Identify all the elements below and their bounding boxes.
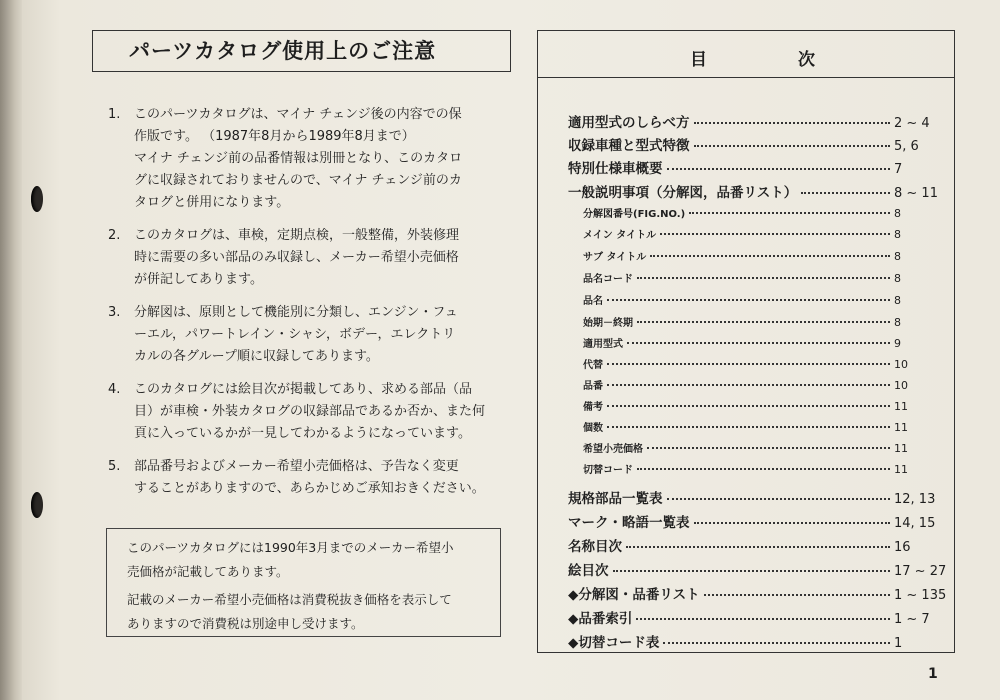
toc-entry-label: ◆品番索引 [568, 611, 633, 627]
toc-entry-label: 適用型式 [583, 339, 623, 350]
note-number: 4. [108, 382, 121, 397]
toc-entry [538, 356, 954, 371]
toc-entry-page: 11 [894, 421, 908, 434]
toc-entry-page: 8 [894, 294, 901, 307]
note-number: 1. [108, 107, 121, 122]
toc-entry [538, 559, 954, 579]
note-text: このパーツカタログは、マイナ チェンジ後の内容での保 作版です。 （1987年8月から1989年8月まで） マイナ チェンジ前の品番情報は別冊となり、このカタロ グに収録されておりませんので、マイナ チェンジ前のカ タログと併用になります。 [134, 107, 463, 210]
toc-entry [538, 511, 954, 531]
toc-entry [538, 535, 954, 555]
toc-entry [538, 111, 954, 131]
page-number: 1 [928, 666, 938, 682]
toc-entry-page: 17 ~ 27 [894, 564, 947, 579]
toc-entry-label: 適用型式のしらべ方 [568, 115, 690, 131]
leader-dots [637, 468, 890, 470]
toc-entry [538, 461, 954, 476]
toc-title-char: 目 [690, 50, 707, 70]
toc-entry-label: マーク・略語一覧表 [568, 515, 690, 531]
toc-entry [538, 487, 954, 507]
price-notice-box [106, 528, 501, 637]
toc-entry [538, 631, 954, 651]
note-item [108, 302, 518, 368]
leader-dots [663, 642, 890, 644]
toc-entry-label: 代替 [583, 360, 603, 371]
binder-hole [31, 186, 43, 212]
toc-entry [538, 314, 954, 329]
toc-entry-page: 1 ~ 7 [894, 612, 930, 627]
toc-entry-label: 希望小売価格 [583, 444, 643, 455]
toc-entry-page: 8 [894, 316, 901, 329]
leader-dots [627, 342, 890, 344]
toc-entry-label: 品名 [583, 296, 603, 307]
toc-entry-label: 一般説明事項（分解図，品番リスト） [568, 185, 798, 201]
toc-entry [538, 607, 954, 627]
toc-entry-page: 10 [894, 379, 908, 392]
toc-entry-label: 分解図番号(FIG.NO.) [583, 209, 686, 220]
leader-dots [607, 405, 890, 407]
toc-entry-label: 品名コード [583, 274, 633, 285]
tax-note: 記載のメーカー希望小売価格は消費税抜き価格を表示して ありますので消費税は別途申し受けます。 [127, 592, 452, 631]
leader-dots [607, 426, 890, 428]
toc-entry-label: 品番 [583, 381, 603, 392]
leader-dots [689, 212, 890, 214]
leader-dots [607, 384, 890, 386]
toc-entry-page: 2 ~ 4 [894, 116, 930, 131]
toc-entry-label: 絵目次 [568, 563, 609, 579]
note-number: 3. [108, 305, 121, 320]
toc-heading [538, 31, 954, 78]
toc-entry [538, 377, 954, 392]
leader-dots [704, 594, 890, 596]
toc-entry-label: 規格部品一覧表 [568, 491, 663, 507]
toc-entry-page: 8 [894, 228, 901, 241]
note-item [108, 379, 518, 445]
toc-entry-page: 10 [894, 358, 908, 371]
toc-entry-page: 12, 13 [894, 492, 936, 507]
toc-entry [538, 292, 954, 307]
leader-dots [647, 447, 890, 449]
table-of-contents [537, 30, 955, 653]
toc-entry-page: 8 [894, 250, 901, 263]
toc-entry-page: 16 [894, 540, 911, 555]
toc-entry-page: 1 [894, 636, 903, 651]
leader-dots [607, 299, 890, 301]
toc-entry-label: サブ タイトル [583, 252, 647, 263]
note-item [108, 104, 518, 214]
toc-entry-label: 備考 [583, 402, 603, 413]
toc-entry [538, 335, 954, 350]
toc-entry-label: 個数 [583, 423, 603, 434]
note-item [108, 456, 518, 500]
leader-dots [626, 546, 890, 548]
toc-entry-label: 特別仕様車概要 [568, 161, 663, 177]
leader-dots [637, 321, 890, 323]
leader-dots [650, 255, 890, 257]
leader-dots [694, 522, 891, 524]
toc-entry-page: 11 [894, 400, 908, 413]
toc-entry [538, 248, 954, 263]
toc-entry [538, 419, 954, 434]
leader-dots [801, 192, 890, 194]
leader-dots [613, 570, 891, 572]
toc-entry-page: 11 [894, 463, 908, 476]
leader-dots [607, 363, 890, 365]
toc-entry-page: 8 ~ 11 [894, 186, 938, 201]
note-item [108, 225, 518, 291]
note-number: 2. [108, 228, 121, 243]
toc-entry [538, 134, 954, 154]
note-text: 分解図は、原則として機能別に分類し、エンジン・フュ ーエル，パワートレイン・シャシ，ボデー，エレクトリ カルの各グループ順に収録してあります。 [134, 305, 458, 364]
toc-entry [538, 440, 954, 455]
note-text: 部品番号およびメーカー希望小売価格は、予告なく変更 することがありますので、あらかじめご承知おきください。 [134, 459, 485, 496]
leader-dots [694, 145, 891, 147]
note-text: このカタログは、車検，定期点検，一般整備，外装修理 時に需要の多い部品のみ収録し、メーカー希望小売価格 が併記してあります。 [134, 228, 460, 287]
toc-entry [538, 205, 954, 220]
toc-entry-page: 9 [894, 337, 901, 350]
toc-entry [538, 270, 954, 285]
toc-entry [538, 181, 954, 201]
toc-entry-page: 11 [894, 442, 908, 455]
toc-entry-page: 8 [894, 272, 901, 285]
toc-entry-page: 14, 15 [894, 516, 936, 531]
leader-dots [694, 122, 891, 124]
binding-spine [0, 0, 22, 700]
leader-dots [636, 618, 890, 620]
toc-entry-page: 1 ~ 135 [894, 588, 947, 603]
toc-entry [538, 583, 954, 603]
toc-entry-label: ◆分解図・品番リスト [568, 587, 700, 603]
leader-dots [667, 498, 891, 500]
note-text: このカタログには絵目次が掲載してあり、求める部品（品 目）が車検・外装カタログの収録部品であるか否か、また何 頁に入っているかが一見してわかるようになっています。 [134, 382, 486, 441]
toc-entry-label: メイン タイトル [583, 230, 657, 241]
toc-entry-label: 収録車種と型式特徴 [568, 138, 690, 154]
toc-entry-label: 切替コード [583, 465, 633, 476]
leader-dots [660, 233, 890, 235]
toc-entry-page: 5, 6 [894, 139, 919, 154]
toc-entry-label: ◆切替コード表 [568, 635, 660, 651]
notes-list [108, 104, 518, 511]
page-title: パーツカタログ使用上のご注意 [92, 30, 511, 72]
toc-entry [538, 398, 954, 413]
toc-title-char: 次 [798, 50, 815, 70]
toc-entry [538, 226, 954, 241]
toc-entry [538, 157, 954, 177]
toc-entry-page: 8 [894, 207, 901, 220]
leader-dots [637, 277, 890, 279]
leader-dots [667, 168, 891, 170]
price-date-note: このパーツカタログには1990年3月までのメーカー希望小 売価格が記載してあります。 [127, 540, 454, 579]
note-number: 5. [108, 459, 121, 474]
toc-entry-label: 名称目次 [568, 539, 622, 555]
toc-entry-page: 7 [894, 162, 903, 177]
binder-hole [31, 492, 43, 518]
toc-entry-label: 始期－終期 [583, 318, 633, 329]
